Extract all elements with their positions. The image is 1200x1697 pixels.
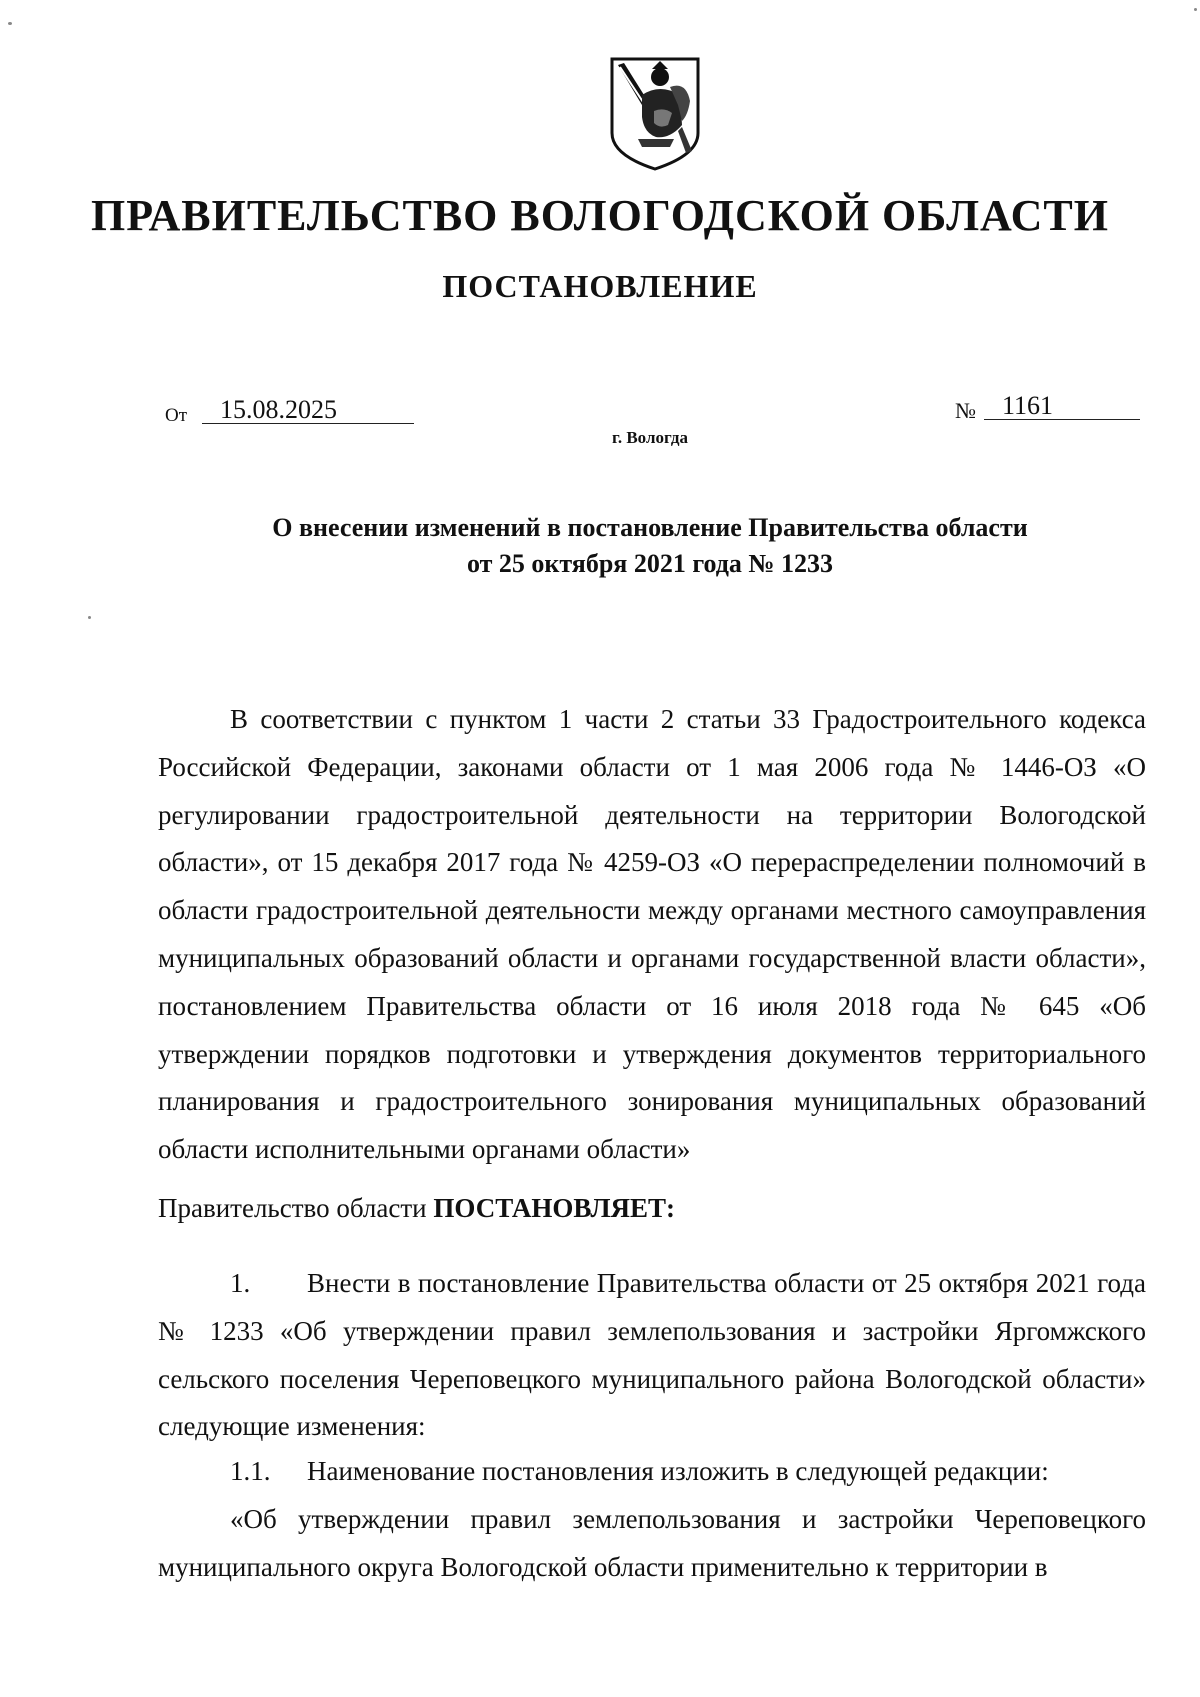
item-1-paragraph <box>158 1260 1146 1451</box>
number-field <box>984 389 1140 420</box>
quoted-title-paragraph: «Об утверждении правил землепользования и застройки Череповецкого муниципального округа Вологодской области применительно к территории в <box>158 1504 1146 1582</box>
coat-of-arms-icon <box>608 55 702 173</box>
document-type: ПОСТАНОВЛЕНИЕ <box>442 268 758 304</box>
date-value: 15.08.2025 <box>220 395 337 424</box>
number-label: № <box>955 398 976 423</box>
government-title: ПРАВИТЕЛЬСТВО ВОЛОГОДСКОЙ ОБЛАСТИ <box>91 191 1109 240</box>
number-value: 1161 <box>1002 391 1054 420</box>
scan-speck <box>1194 8 1197 11</box>
subject-line-2: от 25 октября 2021 года № 1233 <box>466 549 834 578</box>
resolves-line <box>158 1185 1146 1233</box>
scan-speck <box>8 22 12 25</box>
scan-speck <box>88 616 91 619</box>
date-label: От <box>165 405 188 426</box>
subject-line-1: О внесении изменений в постановление Правительства области <box>272 513 1028 542</box>
document-subject <box>200 510 1100 582</box>
date-field <box>202 393 414 424</box>
item-1-1-text: Наименование постановления изложить в следующей редакции: <box>307 1456 1049 1486</box>
preamble-paragraph: В соответствии с пунктом 1 части 2 статьи 33 Градостроительного кодекса Российской Федерации, законами области от 1 мая 2006 года № 1446-ОЗ «О регулировании градостроительной деятельности на территории Вологодской области», от 15 декабря 2017 года № 4259-ОЗ «О перераспределении полномочий в области градостроительной деятельности между органами местного самоуправления муниципальных образований области и органами государственной власти области», постановлением Правительства области от 16 июля 2018 года № 645 «Об утверждении порядков подготовки и утверждения документов территориального планирования и градостроительного зонирования муниципальных образований области исполнительными органами области» <box>158 704 1146 1165</box>
item-1-number: 1. <box>230 1268 251 1298</box>
city-name: г. Вологда <box>612 428 688 447</box>
item-1-1-number: 1.1. <box>230 1456 271 1486</box>
resolves-prefix: Правительство области <box>158 1193 427 1223</box>
item-1-text: Внести в постановление Правительства области от 25 октября 2021 года № 1233 «Об утверждении правил землепользования и застройки Яргомжского сельского поселения Череповецкого муниципального района Вологодской области» следующие изменения: <box>158 1268 1146 1442</box>
resolves-word: ПОСТАНОВЛЯЕТ: <box>433 1193 675 1223</box>
item-1-1-paragraph <box>158 1448 1146 1496</box>
